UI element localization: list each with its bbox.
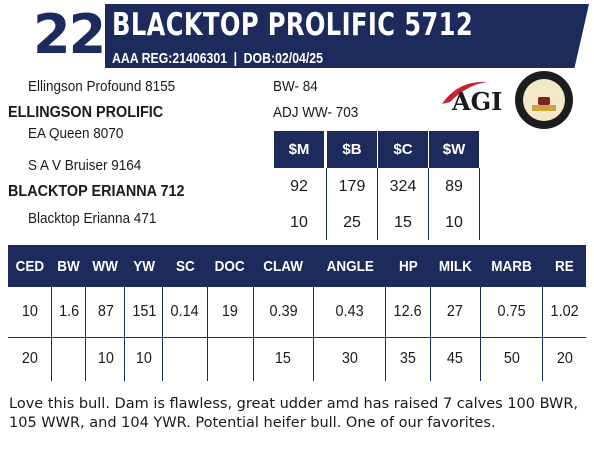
epd-header: CED bbox=[8, 245, 52, 287]
epd-header: CLAW bbox=[253, 245, 314, 287]
index-rank-b: 25 bbox=[343, 214, 361, 231]
registration-number: AAA REG:21406301 bbox=[112, 50, 228, 67]
epd-value: 151 bbox=[125, 287, 163, 337]
date-of-birth: DOB:02/04/25 bbox=[243, 50, 323, 67]
index-value-m: 92 bbox=[290, 178, 308, 195]
epd-value: 0.43 bbox=[314, 287, 386, 337]
epd-value: 0.14 bbox=[163, 287, 207, 337]
epd-rank: 10 bbox=[86, 337, 125, 381]
index-value-b: 179 bbox=[338, 178, 366, 195]
epd-header: HP bbox=[386, 245, 430, 287]
epd-table bbox=[8, 245, 586, 381]
epd-value: 1.6 bbox=[52, 287, 86, 337]
epd-value: 12.6 bbox=[386, 287, 430, 337]
epd-value: 87 bbox=[86, 287, 125, 337]
epd-header: MARB bbox=[481, 245, 543, 287]
epd-header: ANGLE bbox=[314, 245, 386, 287]
sire-sire: Ellingson Profound 8155 bbox=[28, 78, 176, 95]
index-header-m: $M bbox=[274, 131, 324, 168]
epd-rank bbox=[163, 337, 207, 381]
epd-rank: 45 bbox=[430, 337, 480, 381]
epd-header: RE bbox=[542, 245, 586, 287]
epd-rank: 30 bbox=[314, 337, 386, 381]
index-rank-m: 10 bbox=[290, 214, 308, 231]
epd-rank: 35 bbox=[386, 337, 430, 381]
dam: BLACKTOP ERIANNA 712 bbox=[8, 183, 185, 200]
animal-name: BLACKTOP PROLIFIC 5712 bbox=[112, 7, 474, 43]
epd-value: 19 bbox=[207, 287, 253, 337]
sale-comment: Love this bull. Dam is flawless, great udder amd has raised 7 calves 100 BWR, 105 WWR, and 104 YWR. Potential heifer bull. One of our favorites. bbox=[9, 396, 579, 431]
epd-header: WW bbox=[86, 245, 125, 287]
epd-value: 0.39 bbox=[253, 287, 314, 337]
index-header-c: $C bbox=[378, 131, 428, 168]
epd-header-row bbox=[8, 245, 586, 287]
epd-rank: 20 bbox=[8, 337, 52, 381]
association-seal-icon bbox=[515, 71, 573, 129]
epd-value: 0.75 bbox=[481, 287, 543, 337]
dam-dam: Blacktop Erianna 471 bbox=[28, 210, 157, 227]
epd-value: 10 bbox=[21, 302, 38, 320]
sire: ELLINGSON PROLIFIC bbox=[8, 104, 164, 121]
epd-rank: 15 bbox=[253, 337, 314, 381]
adjusted-weaning-weight: ADJ WW- 703 bbox=[273, 104, 359, 121]
epd-rank bbox=[52, 337, 86, 381]
epd-rank-row bbox=[8, 337, 586, 381]
index-rank-c: 15 bbox=[394, 214, 412, 231]
svg-text:AGI: AGI bbox=[452, 87, 503, 116]
epd-header: BW bbox=[52, 245, 86, 287]
dam-sire: S A V Bruiser 9164 bbox=[28, 157, 142, 174]
agi-logo bbox=[438, 74, 504, 120]
index-divider bbox=[479, 168, 480, 240]
sire-dam: EA Queen 8070 bbox=[28, 125, 124, 142]
index-rank-w: 10 bbox=[445, 214, 463, 231]
separator: | bbox=[233, 50, 238, 67]
epd-value: 27 bbox=[430, 287, 480, 337]
lot-number: 22 bbox=[33, 3, 105, 66]
index-header-b: $B bbox=[327, 131, 377, 168]
index-header-w: $W bbox=[429, 131, 479, 168]
banner-subtitle bbox=[112, 49, 323, 69]
index-value-w: 89 bbox=[445, 178, 463, 195]
epd-header: MILK bbox=[430, 245, 480, 287]
epd-value: 1.02 bbox=[542, 287, 586, 337]
epd-header: SC bbox=[163, 245, 207, 287]
epd-rank bbox=[207, 337, 253, 381]
index-value-c: 324 bbox=[389, 178, 417, 195]
epd-header: DOC bbox=[207, 245, 253, 287]
epd-header: YW bbox=[125, 245, 163, 287]
epd-value-row bbox=[8, 287, 586, 337]
epd-rank: 50 bbox=[481, 337, 543, 381]
epd-rank: 10 bbox=[125, 337, 163, 381]
birth-weight: BW- 84 bbox=[273, 78, 318, 95]
epd-rank: 20 bbox=[542, 337, 586, 381]
